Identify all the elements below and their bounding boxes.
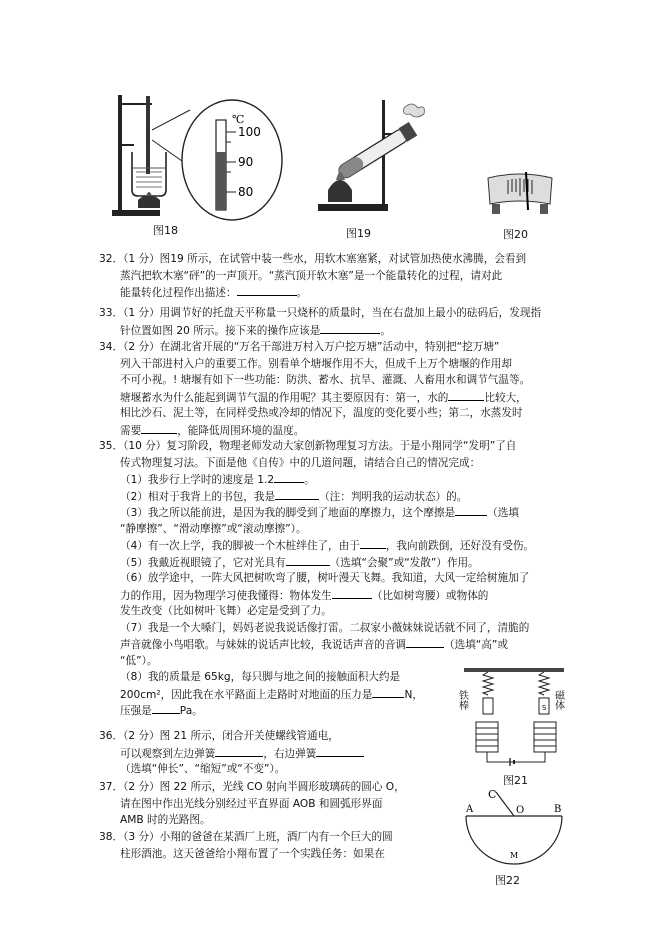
q35-5-blank[interactable] [286,554,330,566]
q33-answer-blank[interactable] [320,322,380,334]
q35-8-line-1: （8）我的质量是 65kg，每只脚与地之间的接触面积大约是 [120,671,401,683]
thermometer-tick-100: 100 [238,125,261,139]
q34-answer-blank-2[interactable] [141,422,177,434]
q35-6-line-3: 发生改变（比如树叶飞舞）必定是受到了力。 [120,605,332,617]
q34-answer-blank-1[interactable] [448,389,484,401]
q35-3-line-2: “静摩擦”、“滑动摩擦”或“滚动摩擦”）。 [120,522,307,535]
thermometer-tick-80: 80 [238,185,254,199]
q36-line-3: （选填“伸长”、“缩短”或“不变”）。 [120,763,286,775]
q37-line-1: 37．（2 分）图 22 所示，光线 CO 射向半圆形玻璃砖的圆心 O， [99,781,405,793]
fig22-label-o: O [516,805,525,816]
q35-intro-1: 35．（10 分）复习阶段，物理老师发动大家创新物理复习方法。于是小翔同学“发明”了自 [99,440,517,452]
q32-line-2: 蒸汽把软木塞“砰”的一声顶开。“蒸汽顶开软木塞”是一个能量转化的过程，请对此 [120,269,503,282]
q35-7-blank[interactable] [406,636,444,648]
q35-6-line-1: （6）放学途中，一阵大风把树吹弯了腰，树叶漫天飞舞。我知道，大风一定给树施加了 [120,572,530,584]
figure-22-semicircle-glass [462,786,567,870]
figure-20-balance-pointer [484,170,556,220]
figure-18-boiling-experiment [112,90,287,225]
fig22-label-b: B [554,804,562,815]
q32-line-3: 能量转化过程作出描述： [120,287,237,299]
thermometer-tick-90: 90 [238,155,254,169]
q34-line-2: 列入干部进村入户的重要工作。别看单个塘堰作用不大，但成千上万个塘堰的作用却 [120,357,512,370]
fig21-label-iron-rod: 铁棒 [456,690,468,710]
q36-left-blank[interactable] [215,745,263,757]
fig22-label-a: A [466,804,474,815]
figure-21-solenoid-springs [456,668,567,770]
q34-line-5: 相比沙石、泥土等，在同样受热或冷却的情况下，温度的变化要小些；第二，水蒸发时 [120,407,523,419]
figure-19-test-tube-experiment [318,98,430,216]
q34-line-1: 34．（2 分）在湖北省开展的“万名干部进万村入万户挖万塘”活动中，特别把“挖万塘” [99,341,500,353]
figure-19-caption: 图19 [346,227,371,240]
q35-7-line-3: “低”）。 [120,654,158,667]
figure-18-caption: 图18 [153,224,178,237]
fig22-label-c: C [488,788,497,801]
q35-4-blank[interactable] [360,537,386,549]
q32-answer-blank[interactable] [237,284,297,296]
figure-21-caption: 图21 [503,774,528,787]
q33-line-2: 针位置如图 20 所示。接下来的操作应该是 [120,324,321,337]
q34-line-3: 不可小视。! 塘堰有如下一些功能：防洪、蓄水、抗旱、灌溉、人畜用水和调节气温等。 [120,374,531,386]
q35-8-blank-force[interactable] [372,686,404,698]
q37-line-3: AMB 时的光路图。 [120,814,211,826]
fig21-label-magnet: 磁体 [552,690,564,710]
q36-line-1: 36．（2 分）图 21 所示，闭合开关使螺线管通电， [99,730,339,742]
svg-text:S: S [542,704,547,712]
q35-6-blank[interactable] [332,587,372,599]
thermometer-unit: ℃ [232,113,245,126]
q35-8-blank-pressure[interactable] [152,702,180,714]
q35-3-blank[interactable] [455,504,487,516]
q35-1-blank[interactable] [274,471,304,483]
q35-2-blank[interactable] [275,488,319,500]
q35-7-line-1: （7）我是一个大嗓门，妈妈老说我说话像打雷。二叔家小薇妹妹说话就不同了，清脆的 [120,621,530,634]
q38-line-1: 38．（3 分）小翔的爸爸在某酒厂上班，酒厂内有一个巨大的圆 [99,831,393,843]
question-35: 35．（10 分）复习阶段，物理老师发动大家创新物理复习方法。于是小翔同学“发明”了自 传式物理复习法。下面是他《自传》中的几道问题，请结合自己的情况完成： （1）我步行上学时的速度是 1.2 。 （2）相对于我背上的书包，我是 （注：判明我的运动状态）的。 （3）我之所以能前进，是因为我的脚受到了地面的摩擦力，这个摩擦是 （选填 “静摩擦”、“滑动摩擦”或“滚动摩擦”）。 （4）有一次上学，我的脚被一个木桩绊住了，由于 ，我向前跌倒，还好没有受伤。 （5）我戴近视眼镜了，它对光具有 （选填“会聚”或“发散”）作用。 （6）放学途中，一阵大风把树吹弯了腰，树叶漫天飞舞。我知道，大风一定给树施加了 力的作用，因为物理学习使我懂得：物体发生 （比如树弯腰）或物体的 发生改变（比如树叶飞舞）必定是受到了力。 （7）我是一个大嗓门，妈妈老说我说话像打雷。二叔家小薇妹妹说话就不同了，清脆的 声音就像小鸟唱歌。与妹妹的说话声比较，我说话声音的音调 （选填“高”或 “低”）。 （8）我的质量是 65kg，每只脚与地之间的接触面积大约是 200cm²，因此我在水平路面上走路时对地面的压力是 N， 压强是 Pa。 [99,438,569,719]
q32-line-1: 32．（1 分）图19 所示，在试管中装一些水，用软木塞塞紧，对试管加热使水沸腾，会看到 [99,253,527,265]
question-36: 36．（2 分）图 21 所示，闭合开关使螺线管通电， 可以观察到左边弹簧 ，右边弹簧 （选填“伸长”、“缩短”或“不变”）。 [99,728,569,778]
question-34: 34．（2 分）在湖北省开展的“万名干部进万村入万户挖万塘”活动中，特别把“挖万塘” 列入干部进村入户的重要工作。别看单个塘堰作用不大，但成千上万个塘堰的作用却 不可小视。! 塘堰有如下一些功能：防洪、蓄水、抗旱、灌溉、人畜用水和调节气温等。 塘堰蓄水为什么能起到调节气温的作用呢？其主要原因有：第一，水的 比较大， 相比沙石、泥土等，在同样受热或冷却的情况下，温度的变化要小些；第二，水蒸发时 需要 ，能降低周围环境的温度。 [99,339,569,438]
q36-right-blank[interactable] [316,745,364,757]
question-33: 33．（1 分）用调节好的托盘天平称量一只烧杯的质量时，当在右盘加上最小的砝码后，发现指 针位置如图 20 所示。接下来的操作应该是 。 [99,305,569,338]
q37-line-2: 请在图中作出光线分别经过平直界面 AOB 和圆弧形界面 [120,797,383,810]
q33-line-1: 33．（1 分）用调节好的托盘天平称量一只烧杯的质量时，当在右盘加上最小的砝码后，发现指 [99,307,542,319]
question-32: 32．（1 分）图19 所示，在试管中装一些水，用软木塞塞紧，对试管加热使水沸腾，会看到 蒸汽把软木塞“砰”的一声顶开。“蒸汽顶开软木塞”是一个能量转化的过程，请对此 能量转化过程作出描述： 。 [99,251,569,301]
figure-22-caption: 图22 [495,874,520,887]
q35-intro-2: 传式物理复习法。下面是他《自传》中的几道问题，请结合自己的情况完成： [120,456,481,469]
q38-line-2: 柱形酒池。这天爸爸给小翔布置了一个实践任务：如果在 [120,847,385,860]
fig22-label-m: M [510,851,519,860]
figure-20-caption: 图20 [503,228,528,241]
